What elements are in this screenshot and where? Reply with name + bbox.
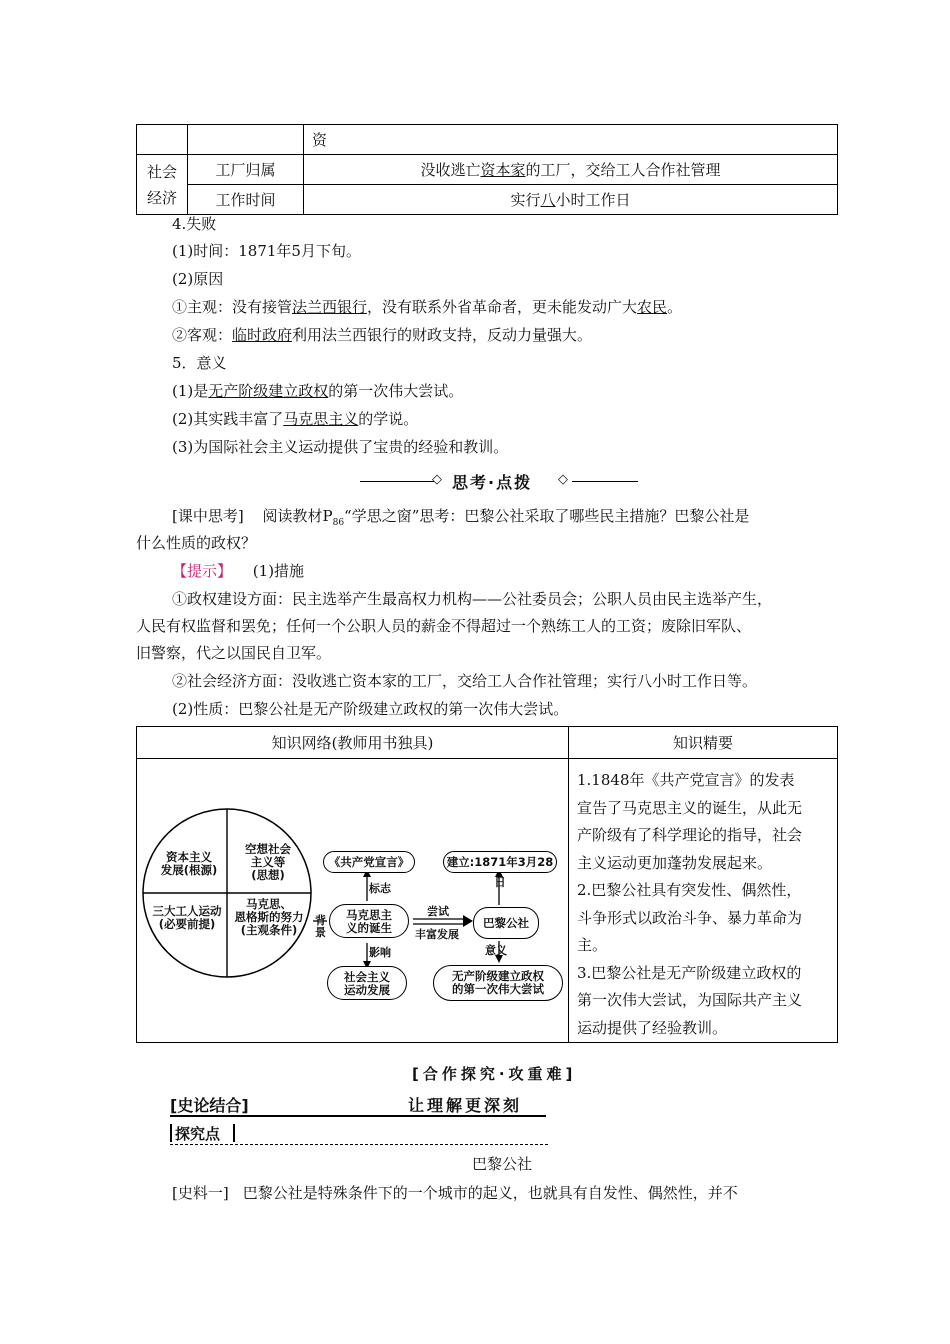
group-label: 社会 经济 xyxy=(137,155,188,215)
row-item: 工厂归属 xyxy=(215,161,276,179)
knowledge-table xyxy=(136,726,838,1043)
row-value: 没收逃亡资本家的工厂，交给工人合作社管理 xyxy=(304,155,838,185)
question: [课中思考] 阅读教材$P_{86}“$学思之窗”思考：巴黎公社采取了哪些民主措施？巴黎公社是 xyxy=(172,507,750,528)
summary-line: 第一次伟大尝试，为国际共产主义 xyxy=(577,991,803,1009)
hint-para: ①政权建设方面：民主选举产生最高权力机构——公社委员会；公职人员由民主选举产生， xyxy=(172,590,773,608)
reason-heading: (2)原因 xyxy=(172,270,224,288)
node-socialist-movement: 社会主义 运动发展 xyxy=(327,966,407,1000)
knowledge-diagram-cell xyxy=(137,759,569,1043)
significance-heading: 5．意义 xyxy=(172,354,227,372)
row-item: 工作时间 xyxy=(215,191,276,209)
hint-line: 【提示】 (1)措施 xyxy=(172,562,305,580)
label-background: 背 景 xyxy=(315,913,326,939)
node-first-attempt: 无产阶级建立政权 的第一次伟大尝试 xyxy=(433,965,563,1001)
label-enrich: 丰富发展 xyxy=(415,927,459,941)
summary-line: 1.1848年《共产党宣言》的发表 xyxy=(577,771,795,789)
summary-line: 斗争形式以政治斗争、暴力革命为 xyxy=(577,908,803,927)
label-attempt: 尝试 xyxy=(427,904,449,918)
label-influence: 影响 xyxy=(369,945,391,959)
summary-line: 宣告了马克思主义的诞生，从此无 xyxy=(577,798,803,817)
knowledge-summary xyxy=(569,759,838,1043)
summary-line: 3.巴黎公社是无产阶级建立政权的 xyxy=(577,963,802,982)
knowledge-diagram xyxy=(137,761,568,1041)
node-marx-engels: 马克思、 恩格斯的努力 (主观条件) xyxy=(234,896,304,937)
knowledge-network-header: 知识网络(教师用书独具) xyxy=(271,734,434,752)
summary-line: 2.巴黎公社具有突发性、偶然性， xyxy=(577,881,802,899)
question-line2: 什么性质的政权？ xyxy=(136,534,257,552)
table-cell-continued: 资 xyxy=(312,131,328,149)
think-header: ◇ 思考·点拨 ◇ xyxy=(360,469,640,493)
row-value: 实行八小时工作日 xyxy=(304,185,838,215)
summary-line: 产阶级有了科学理论的指导，社会 xyxy=(577,826,803,844)
node-manifesto: 《共产党宣言》 xyxy=(323,851,415,873)
failure-time: (1)时间：1871年5月下旬。 xyxy=(172,242,361,260)
top-table xyxy=(136,124,838,215)
node-paris-commune: 巴黎公社 xyxy=(473,907,539,939)
topic-title: 巴黎公社 xyxy=(472,1155,533,1173)
knowledge-essence-header: 知识精要 xyxy=(672,734,733,752)
node-founded: 建立:1871年3月28日 xyxy=(443,851,557,873)
node-workers-movement: 三大工人运动 (必要前提) xyxy=(152,903,222,931)
significance-item: (3)为国际社会主义运动提供了宝贵的经验和教训。 xyxy=(172,438,509,456)
significance-item: (1)是无产阶级建立政权的第一次伟大尝试。 xyxy=(172,382,464,400)
hint-nature: (2)性质：巴黎公社是无产阶级建立政权的第一次伟大尝试。 xyxy=(172,700,569,718)
hint-tag: 【提示】 xyxy=(172,562,233,580)
node-marxism-birth: 马克思主 义的诞生 xyxy=(329,904,409,938)
node-utopian: 空想社会 主义等 (思想) xyxy=(245,841,291,882)
label-meaning: 意义 xyxy=(485,943,507,957)
node-capitalism: 资本主义 发展(根源) xyxy=(160,849,218,877)
probe-point: 探究点 xyxy=(170,1122,548,1146)
section-title: [合作探究·攻重难] xyxy=(412,1065,577,1083)
summary-line: 主义运动更加蓬勃发展起来。 xyxy=(577,853,773,872)
summary-line: 运动提供了经验教训。 xyxy=(577,1018,728,1037)
failure-heading: 4.失败 xyxy=(172,215,217,233)
hint-para: ②社会经济方面：没收逃亡资本家的工厂，交给工人合作社管理；实行八小时工作日等。 xyxy=(172,672,758,690)
label-sign: 标志 xyxy=(369,881,391,895)
hint-para: 旧警察，代之以国民自卫军。 xyxy=(136,644,332,662)
reason-objective: ②客观：临时政府利用法兰西银行的财政支持，反动力量强大。 xyxy=(172,326,593,344)
reason-subjective: ①主观：没有接管法兰西银行，没有联系外省革命者，更未能发动广大农民。 xyxy=(172,298,683,316)
summary-line: 主。 xyxy=(577,936,608,954)
significance-item: (2)其实践丰富了马克思主义的学说。 xyxy=(172,410,419,428)
hint-para: 人民有权监督和罢免；任何一个公职人员的薪金不得超过一个熟练工人的工资；废除旧军队、 xyxy=(136,617,752,635)
material-one: [史料一] 巴黎公社是特殊条件下的一个城市的起义，也就具有自发性、偶然性，并不 xyxy=(172,1184,738,1202)
section-bar: [史论结合] 让理解更深刻 xyxy=(170,1093,546,1119)
